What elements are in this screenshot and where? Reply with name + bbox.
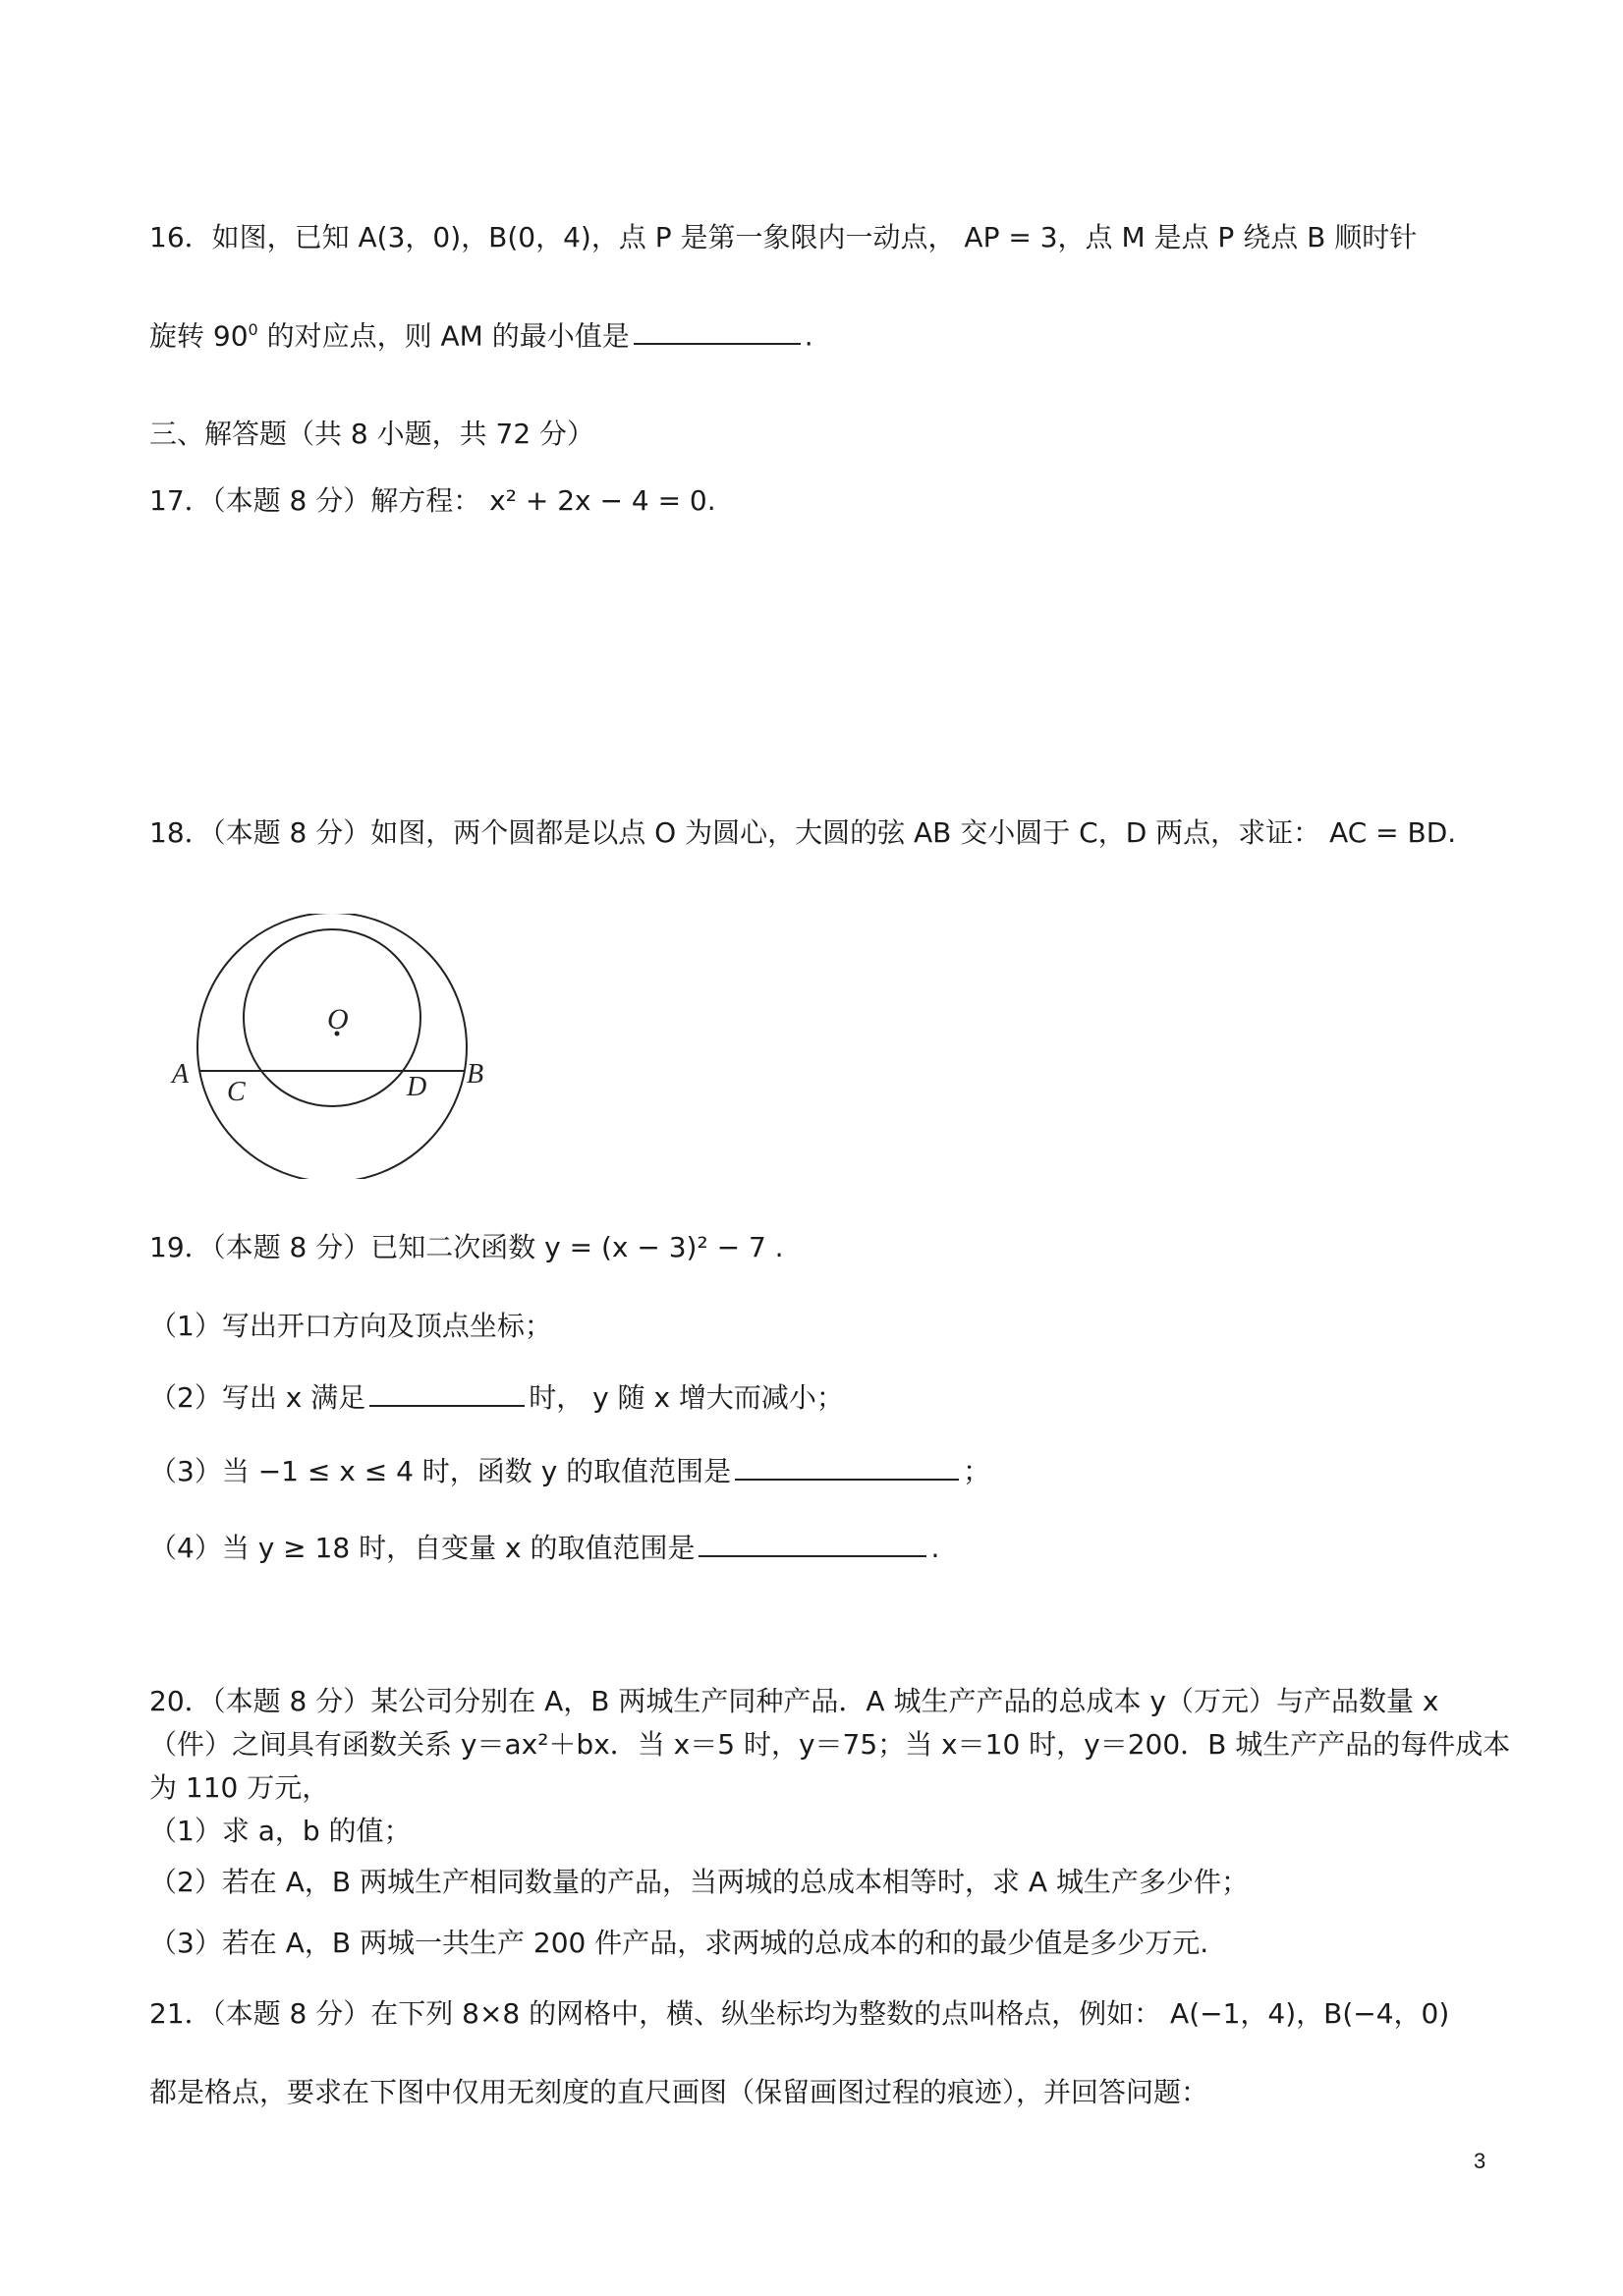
answer-blank[interactable] [369, 1404, 525, 1407]
q17-text: 17．（本题 8 分）解方程： x² + 2x − 4 = 0. [149, 484, 716, 517]
q19-part2: （2）写出 x 满足 时， y 随 x 增大而减小； [149, 1381, 844, 1414]
q21-line2: 都是格点，要求在下图中仅用无刻度的直尺画图（保留画图过程的痕迹），并回答问题： [149, 2076, 1209, 2108]
large-circle [197, 914, 467, 1179]
q19-part4: （4）当 y ≥ 18 时，自变量 x 的取值范围是 . [149, 1532, 940, 1564]
q20-part2: （2）若在 A，B 两城生产相同数量的产品，当两城的总成本相等时，求 A 城生产多少件； [149, 1866, 1249, 1898]
q20-line2: （件）之间具有函数关系 y＝ax²＋bx．当 x＝5 时，y＝75；当 x＝10 时，y＝200．B 城生产产品的每件成本 [149, 1728, 1511, 1761]
q19-part3: （3）当 −1 ≤ x ≤ 4 时，函数 y 的取值范围是 ； [149, 1455, 991, 1487]
q20-part3: （3）若在 A，B 两城一共生产 200 件产品，求两城的总成本的和的最少值是多少万元. [149, 1927, 1209, 1959]
answer-blank[interactable] [634, 342, 801, 345]
q19-part1: （1）写出开口方向及顶点坐标； [149, 1310, 552, 1342]
label-b: B [467, 1059, 484, 1090]
q19-text: 19．（本题 8 分）已知二次函数 y = (x − 3)² − 7 . [149, 1231, 784, 1263]
q20-part1: （1）求 a，b 的值； [149, 1815, 412, 1847]
q20-line1: 20．（本题 8 分）某公司分别在 A，B 两城生产同种产品．A 城生产产品的总成本 y（万元）与产品数量 x [149, 1685, 1439, 1717]
answer-blank[interactable] [699, 1554, 926, 1557]
concentric-circles-figure [162, 914, 516, 1179]
label-d: D [407, 1072, 427, 1102]
q18-text: 18．（本题 8 分）如图，两个圆都是以点 O 为圆心，大圆的弦 AB 交小圆于 C，D 两点，求证： AC = BD. [149, 816, 1457, 849]
page-number: 3 [1474, 2149, 1486, 2173]
q21-line1: 21．（本题 8 分）在下列 8×8 的网格中，横、纵坐标均为整数的点叫格点，例如： A(−1，4)，B(−4，0) [149, 1997, 1450, 2030]
q16-line2: 旋转 $90^0$ 的对应点，则 AM 的最小值是 . [149, 319, 813, 353]
q16-line1: 16．如图，已知 A(3，0)，B(0，4)，点 P 是第一象限内一动点， AP = 3，点 M 是点 P 绕点 B 顺时针 [149, 221, 1418, 253]
answer-blank[interactable] [735, 1478, 959, 1481]
label-o: O [327, 1003, 349, 1036]
label-a: A [172, 1059, 190, 1090]
section-title: 三、解答题（共 8 小题，共 72 分） [149, 418, 595, 450]
q20-line3: 为 110 万元， [149, 1771, 330, 1804]
label-c: C [227, 1077, 246, 1107]
